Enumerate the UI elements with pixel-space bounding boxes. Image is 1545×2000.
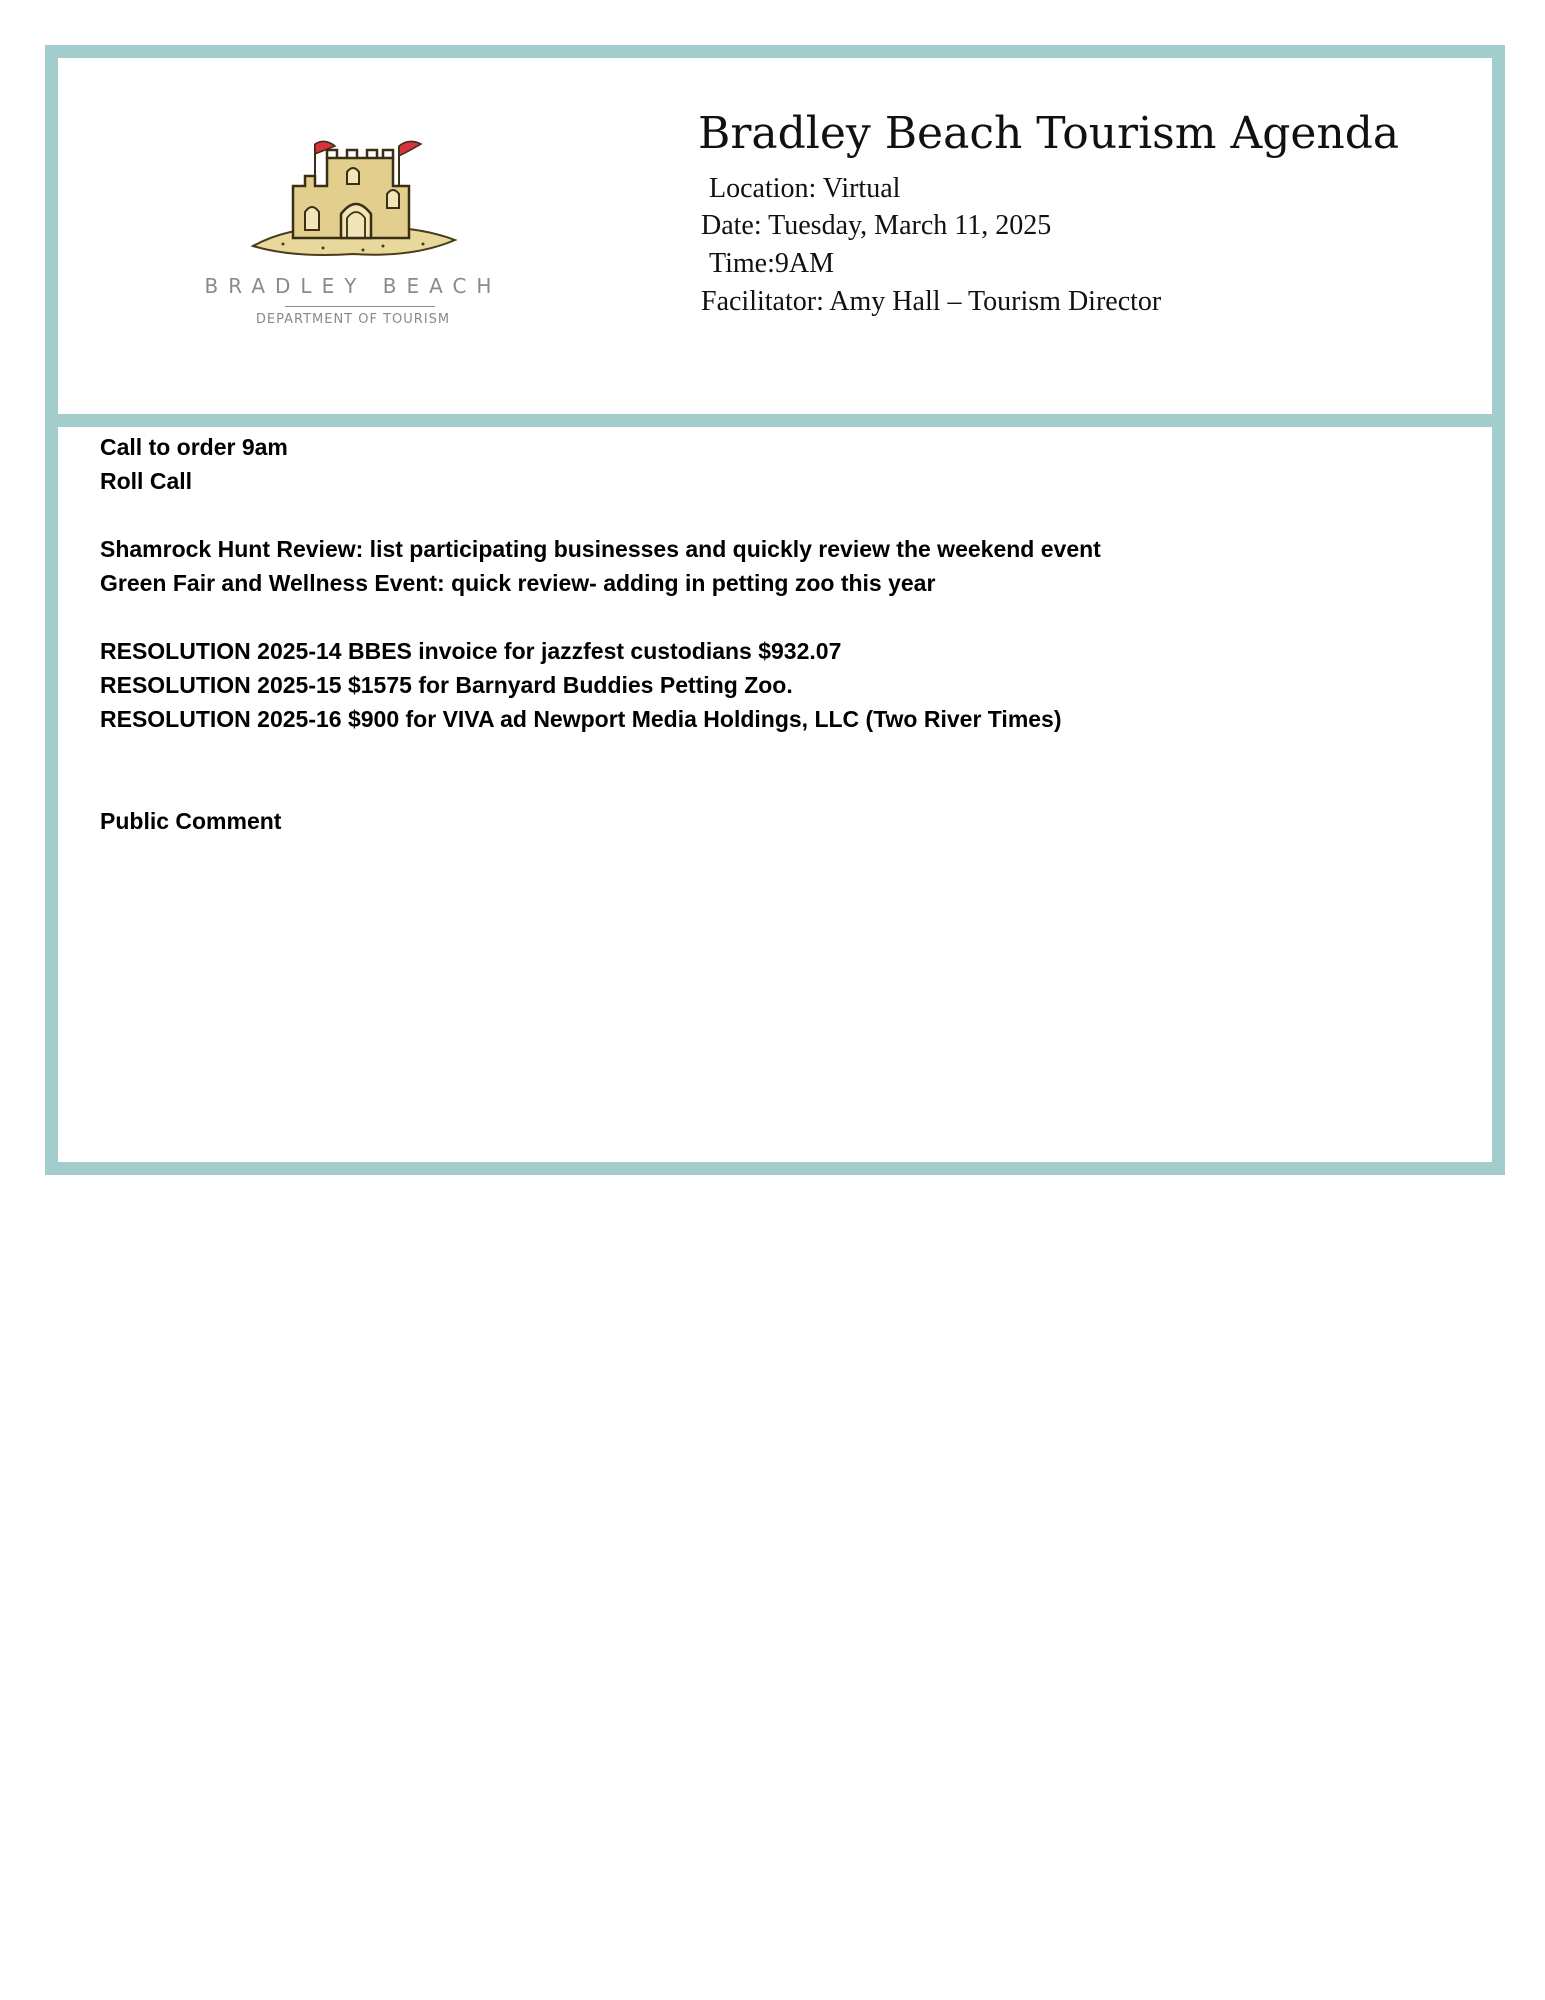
agenda-item-resolution: RESOLUTION 2025-15 $1575 for Barnyard Buddies Petting Zoo. xyxy=(100,672,793,698)
agenda-item-roll-call: Roll Call xyxy=(100,468,193,494)
agenda-item-public-comment: Public Comment xyxy=(100,808,282,834)
meeting-date: Date: Tuesday, March 11, 2025 xyxy=(701,210,1052,241)
agenda-item-shamrock-hunt: Shamrock Hunt Review: list participating businesses and quickly review the weekend event xyxy=(100,536,1101,562)
logo-divider xyxy=(285,306,435,307)
agenda-item-resolution: RESOLUTION 2025-16 $900 for VIVA ad Newport Media Holdings, LLC (Two River Times) xyxy=(100,706,1062,732)
agenda-item-resolution: RESOLUTION 2025-14 BBES invoice for jazzfest custodians $932.07 xyxy=(100,638,842,664)
section-divider xyxy=(58,414,1492,427)
bradley-beach-logo xyxy=(203,128,503,328)
page-title: Bradley Beach Tourism Agenda xyxy=(698,108,1400,159)
agenda-frame xyxy=(45,45,1505,1175)
meeting-facilitator: Facilitator: Amy Hall – Tourism Director xyxy=(701,286,1162,317)
meeting-location: Location: Virtual xyxy=(709,173,901,204)
meeting-time: Time:9AM xyxy=(709,248,835,279)
agenda-item-call-to-order: Call to order 9am xyxy=(100,434,288,460)
agenda-item-green-fair: Green Fair and Wellness Event: quick review- adding in petting zoo this year xyxy=(100,570,936,596)
logo-subtitle: DEPARTMENT OF TOURISM xyxy=(255,312,451,327)
sandcastle-icon xyxy=(223,128,483,268)
logo-wordmark: BRADLEY BEACH xyxy=(204,274,502,298)
